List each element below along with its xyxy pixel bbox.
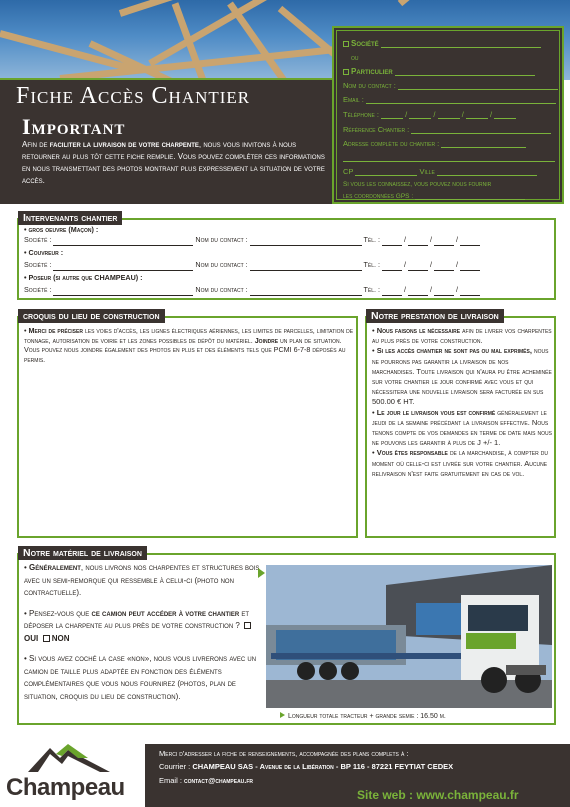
societe-checkbox[interactable] (343, 41, 349, 47)
logo-area (0, 744, 145, 807)
page-title-bar (0, 78, 332, 112)
arrow-icon (258, 568, 265, 578)
prestation-list (372, 326, 552, 479)
adresse-row[interactable]: Adresse complète du chantier : (343, 139, 526, 148)
ou-label: ou (351, 55, 359, 62)
materiel-p2: • Pensez-vous que ce camion peut accéder à votre chantier et déposer la charpente au plus près de votre construction ? OUI NON (24, 608, 260, 646)
page-title: Fiche Accès Chantier (16, 83, 251, 109)
materiel-text (24, 562, 260, 703)
particulier-checkbox[interactable] (343, 69, 349, 75)
truck-photo (266, 565, 552, 708)
prestation-item: • Nous faisons le nécessaire afin de livrer vos charpentes au plus près de votre construction. (372, 326, 552, 346)
truck-caption: Longueur totale tracteur + grande semie : 16.50 m. (280, 712, 446, 720)
materiel-title: Notre matériel de livraison (18, 546, 147, 560)
reference-row[interactable]: Référence Chantier : (343, 125, 551, 134)
intervenants-title: Intervenants chantier (18, 211, 122, 225)
important-text: Afin de faciliter la livraison de votre charpente, nous vous invitons à nous retourner au plus tôt cette fiche remplie. Vous pouvez compléter ces informations en nous transmettant des photos montrant plus expressement la situation de votre accès. (22, 140, 325, 185)
adresse-line-2[interactable] (343, 153, 555, 162)
croquis-title: croquis du lieu de construction (18, 309, 165, 323)
intervenant-row[interactable]: Société : Nom du contact : Tél. : / / / (24, 260, 549, 273)
footer-courrier: Courrier : CHAMPEAU SAS - Avenue de la Libération - BP 116 - 87221 FEYTIAT CEDEX (159, 762, 454, 771)
champeau-logo-icon (28, 744, 110, 774)
oui-label: OUI (24, 633, 39, 643)
footer-intro: Merci d'adresser la fiche de renseignements, accompagnée des plans complets à : (159, 749, 409, 758)
gps-row[interactable]: les coordonnées GPS : (343, 192, 525, 200)
non-checkbox[interactable] (43, 635, 50, 642)
caption-arrow-icon (280, 712, 285, 718)
prestation-item: • Vous êtes responsable de la marchandise, à compter du moment où celle-ci est livrée sur votre chantier. Aucune relivraison n'est faite gratuitement en cas de vol. (372, 448, 549, 478)
footer-site: Site web : www.champeau.fr (357, 788, 519, 802)
materiel-p3: • Si vous avez coché la case «non», nous vous livrerons avec un camion de taille plus adaptée en fonction des éléments complémentaires que vous nous fournirez (photos, plan de situation, croquis du lieu de construction). (24, 654, 257, 701)
intervenant-row[interactable]: Société : Nom du contact : Tél. : / / / (24, 235, 549, 248)
particulier-row[interactable]: Particulier (343, 67, 535, 76)
materiel-p1: • Généralement, nous livrons nos charpentes et structures bois avec un semi-remorque qui ressemble à celui-ci (photo non contractuelle). (24, 563, 260, 597)
non-label: NON (51, 633, 70, 643)
group-gros-oeuvre: • gros oeuvre (Maçon) : (24, 225, 99, 234)
email-link[interactable]: contact@champeau.fr (184, 776, 254, 785)
prestation-item: • Si les accès chantier ne sont pas ou mal exprimés, nous ne pourrons pas garantir la livraison de nos marchandises. Toute livraison qui n'aura pu être acheminée sur votre chantier le jour confirmé avec vous et qui nécessitera une nouvelle livraison sera facturée en sus 500.00 € HT. (372, 346, 552, 407)
cp-ville-row[interactable]: CP Ville (343, 167, 537, 176)
intervenant-row[interactable]: Société : Nom du contact : Tél. : / / / (24, 285, 549, 298)
footer-email: Email : contact@champeau.fr (159, 776, 254, 785)
societe-row[interactable]: Société (343, 39, 541, 48)
intervenants-list (24, 225, 549, 298)
croquis-instructions: • Merci de préciser les voies d'accès, les lignes électriques aériennes, les limites de parcelles, limitation de tonnage, autorisation de voirie et les zones possibles de dépôt du matériel. Joindre un plan de situation. Vous pouvez nous joindre également des photos en plus et des éléments tels que PCMI 6-7-8 déposés au permis. (24, 326, 354, 364)
logo-text: Champeau (6, 774, 125, 801)
group-couvreur: • Couvreur : (24, 248, 64, 257)
important-heading: Important (22, 114, 126, 139)
gps-note-1: Si vous les connaissez, vous pouvez nous fournir (343, 181, 492, 188)
contact-row[interactable]: Nom du contact : (343, 81, 558, 90)
site-link[interactable]: www.champeau.fr (416, 788, 519, 802)
email-row[interactable]: Email : (343, 95, 556, 104)
prestation-item: • Le jour le livraison vous est confirmé généralement le jeudi de la semaine précédant la livraison effective. Nous tenons compte de vos demandes en terme de date mais nous ne pouvons les garantir à plus de J +/- 1. (372, 407, 552, 448)
important-block (0, 112, 332, 204)
telephone-row[interactable]: Téléphone : / / / / (343, 110, 516, 119)
footer-contact (145, 744, 570, 807)
group-poseur: • Poseur (si autre que CHAMPEAU) : (24, 273, 143, 282)
oui-checkbox[interactable] (244, 622, 251, 629)
prestation-title: Notre prestation de livraison (366, 309, 504, 323)
client-form (332, 26, 564, 204)
